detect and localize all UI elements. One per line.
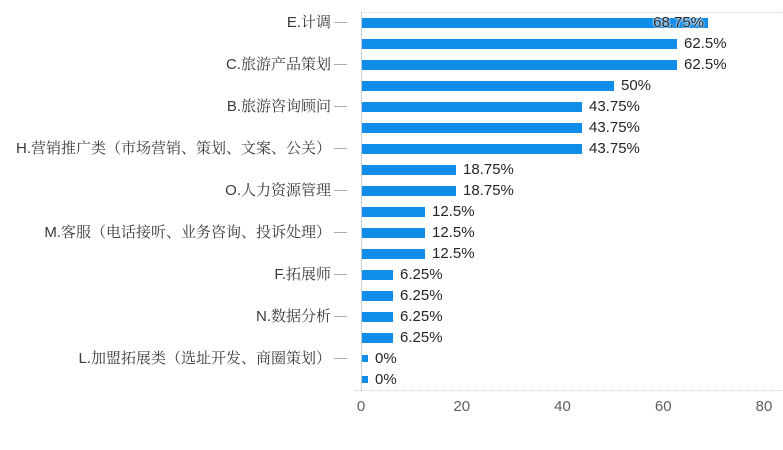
chart-row — [0, 327, 783, 348]
value-label: 6.25% — [400, 308, 443, 325]
chart-row — [0, 33, 783, 54]
chart-row — [0, 96, 783, 117]
bar[interactable] — [362, 291, 393, 301]
value-label: 6.25% — [400, 287, 443, 304]
value-label: 18.75% — [463, 182, 514, 199]
value-label: 0% — [375, 371, 397, 388]
value-label: 0% — [375, 350, 397, 367]
bar[interactable] — [362, 102, 582, 112]
plot-bottom-border — [355, 390, 781, 391]
bar[interactable] — [362, 270, 393, 280]
bar[interactable] — [362, 165, 456, 175]
category-label: L.加盟拓展类（选址开发、商圈策划） — [78, 350, 331, 367]
x-tick-label: 20 — [453, 398, 471, 415]
category-axis-tick — [334, 54, 347, 75]
x-axis — [0, 396, 783, 418]
chart-row — [0, 54, 783, 75]
category-axis-tick — [334, 306, 347, 327]
category-axis-tick — [334, 222, 347, 243]
chart-row — [0, 285, 783, 306]
bar[interactable] — [362, 39, 677, 49]
bar[interactable] — [362, 355, 368, 362]
bar[interactable] — [362, 186, 456, 196]
bar[interactable] — [362, 144, 582, 154]
category-axis-tick — [334, 138, 347, 159]
chart-row — [0, 180, 783, 201]
category-axis-tick — [334, 348, 347, 369]
category-label: H.营销推广类（市场营销、策划、文案、公关） — [15, 140, 331, 157]
x-tick-label: 80 — [755, 398, 773, 415]
chart-row — [0, 243, 783, 264]
category-label: M.客服（电话接听、业务咨询、投诉处理） — [44, 224, 331, 241]
bar[interactable] — [362, 312, 393, 322]
bar[interactable] — [362, 333, 393, 343]
bar[interactable] — [362, 123, 582, 133]
value-label: 62.5% — [684, 35, 727, 52]
category-label: B.旅游咨询顾问 — [226, 98, 331, 115]
chart-row — [0, 306, 783, 327]
category-label: F.拓展师 — [274, 266, 331, 283]
category-label: E.计调 — [286, 14, 331, 31]
bar[interactable] — [362, 207, 425, 217]
value-label: 43.75% — [589, 140, 640, 157]
chart-row — [0, 12, 783, 33]
value-label: 12.5% — [432, 245, 475, 262]
chart-row — [0, 138, 783, 159]
bar[interactable] — [362, 376, 368, 383]
value-label: 62.5% — [684, 56, 727, 73]
chart-row — [0, 117, 783, 138]
category-label: C.旅游产品策划 — [225, 56, 331, 73]
value-label: 12.5% — [432, 224, 475, 241]
chart-row — [0, 201, 783, 222]
bar[interactable] — [362, 81, 614, 91]
category-axis-tick — [334, 96, 347, 117]
chart-row — [0, 75, 783, 96]
category-label: O.人力资源管理 — [225, 182, 331, 199]
x-tick-label: 60 — [654, 398, 672, 415]
value-label: 12.5% — [432, 203, 475, 220]
category-axis-tick — [334, 12, 347, 33]
bar[interactable] — [362, 228, 425, 238]
value-label: 6.25% — [400, 266, 443, 283]
category-axis-tick — [334, 264, 347, 285]
value-label: 18.75% — [463, 161, 514, 178]
chart-row — [0, 222, 783, 243]
value-label: 6.25% — [400, 329, 443, 346]
x-tick-label: 0 — [356, 398, 366, 415]
value-label: 43.75% — [589, 98, 640, 115]
bar[interactable] — [362, 249, 425, 259]
chart-row — [0, 348, 783, 369]
value-label: 50% — [621, 77, 652, 94]
value-label: 43.75% — [589, 119, 640, 136]
x-tick-label: 40 — [554, 398, 571, 415]
category-label: N.数据分析 — [255, 308, 331, 325]
chart-row — [0, 159, 783, 180]
bar[interactable] — [362, 60, 677, 70]
category-axis-tick — [334, 180, 347, 201]
value-label: 68.75% — [653, 14, 704, 31]
chart-row — [0, 264, 783, 285]
chart-row — [0, 369, 783, 390]
